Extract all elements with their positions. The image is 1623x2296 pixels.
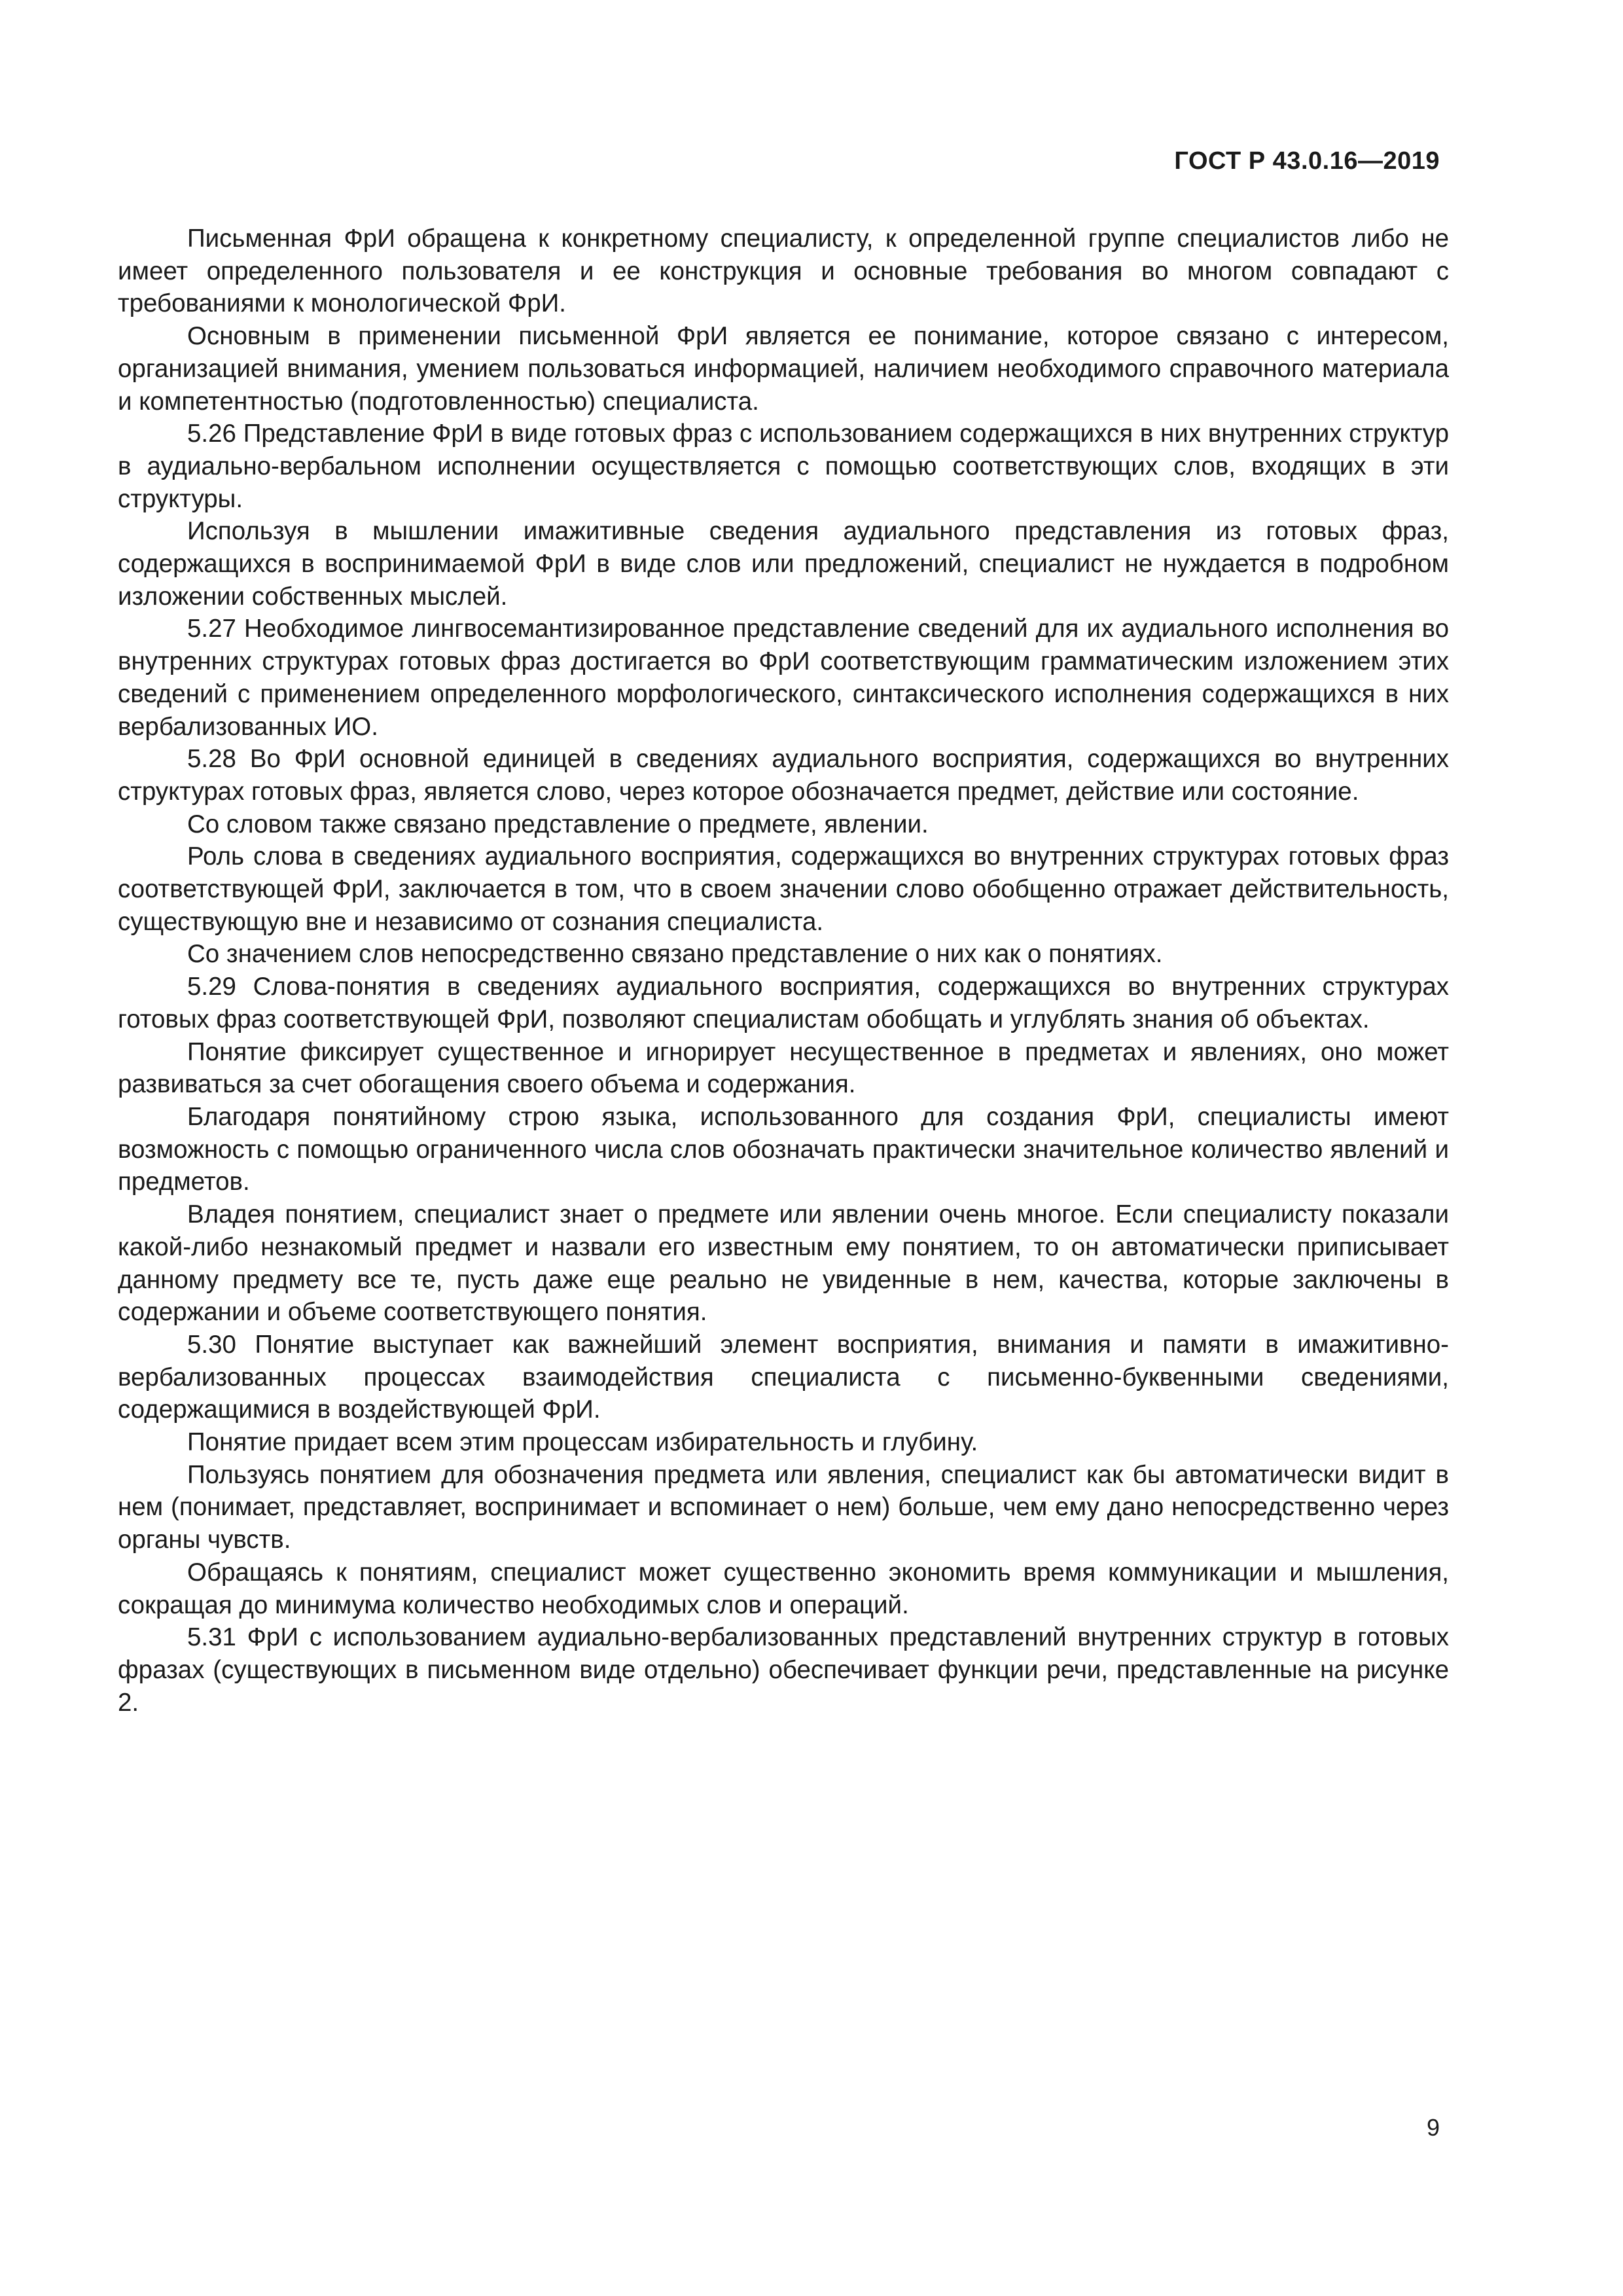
paragraph: 5.29 Слова-понятия в сведениях аудиального восприятия, содержащихся во внутренних структурах готовых фраз соответствующей ФрИ, позволяют специалистам обобщать и углублять знания об объектах.	[118, 973, 1449, 1033]
paragraph: Пользуясь понятием для обозначения предмета или явления, специалист как бы автоматически видит в нем (понимает, представляет, воспринимает и вспоминает о нем) больше, чем ему дано непосредственно через органы чувств.	[118, 1460, 1449, 1554]
paragraph: 5.31 ФрИ с использованием аудиально-вербализованных представлений внутренних структур в готовых фразах (существующих в письменном виде отдельно) обеспечивает функции речи, представленные на рисунке 2.	[118, 1623, 1449, 1717]
paragraph: Владея понятием, специалист знает о предмете или явлении очень многое. Если специалисту показали какой-либо незнакомый предмет и назвали его известным ему понятием, то он автоматически приписывает данному предмету все те, пусть даже еще реально не увиденные в нем, качества, которые заключены в содержании и объеме соответствующего понятия.	[118, 1200, 1449, 1327]
paragraph: Со словом также связано представление о предмете, явлении.	[187, 810, 929, 838]
page-number: 9	[1426, 2114, 1440, 2141]
paragraph: Основным в применении письменной ФрИ является ее понимание, которое связано с интересом, организацией внимания, умением пользоваться информацией, наличием необходимого справочного материала и компетентностью (подготовленностью) специалиста.	[118, 322, 1449, 416]
paragraph: Используя в мышлении имажитивные сведения аудиального представления из готовых фраз, содержащихся в воспринимаемой ФрИ в виде слов или предложений, специалист не нуждается в подробном изложении собственных мыслей.	[118, 517, 1449, 611]
paragraph: 5.27 Необходимое лингвосемантизированное представление сведений для их аудиального исполнения во внутренних структурах готовых фраз достигается во ФрИ соответствующим грамматическим изложением этих сведений с применением определенного морфологического, синтаксического исполнения содержащихся в них вербализованных ИО.	[118, 615, 1449, 741]
paragraph: 5.30 Понятие выступает как важнейший элемент восприятия, внимания и памяти в имажитивно-вербализованных процессах взаимодействия специалиста с письменно-буквенными сведениями, содержащимися в воздействующей ФрИ.	[118, 1330, 1449, 1424]
body-text	[118, 223, 1449, 1719]
document-code-header: ГОСТ Р 43.0.16—2019	[1174, 147, 1440, 175]
paragraph: Письменная ФрИ обращена к конкретному специалисту, к определенной группе специалистов либо не имеет определенного пользователя и ее конструкция и основные требования во многом совпадают с требованиями к монологической ФрИ.	[118, 224, 1449, 318]
paragraph: 5.28 Во ФрИ основной единицей в сведениях аудиального восприятия, содержащихся во внутренних структурах готовых фраз, является слово, через которое обозначается предмет, действие или состояние.	[118, 745, 1449, 806]
paragraph: Со значением слов непосредственно связано представление о них как о понятиях.	[187, 940, 1163, 969]
paragraph: 5.26 Представление ФрИ в виде готовых фраз с использованием содержащихся в них внутренних структур в аудиально-вербальном исполнении осуществляется с помощью соответствующих слов, входящих в эти структуры.	[118, 420, 1449, 513]
paragraph: Роль слова в сведениях аудиального восприятия, содержащихся во внутренних структурах готовых фраз соответствующей ФрИ, заключается в том, что в своем значении слово обобщенно отражает действительность, существующую вне и независимо от сознания специалиста.	[118, 842, 1449, 936]
paragraph: Понятие фиксирует существенное и игнорирует несущественное в предметах и явлениях, оно может развиваться за счет обогащения своего объема и содержания.	[118, 1037, 1449, 1099]
paragraph: Понятие придает всем этим процессам избирательность и глубину.	[187, 1428, 978, 1457]
paragraph: Благодаря понятийному строю языка, использованного для создания ФрИ, специалисты имеют возможность с помощью ограниченного числа слов обозначать практически значительное количество явлений и предметов.	[118, 1102, 1449, 1196]
paragraph: Обращаясь к понятиям, специалист может существенно экономить время коммуникации и мышления, сокращая до минимума количество необходимых слов и операций.	[118, 1558, 1449, 1619]
